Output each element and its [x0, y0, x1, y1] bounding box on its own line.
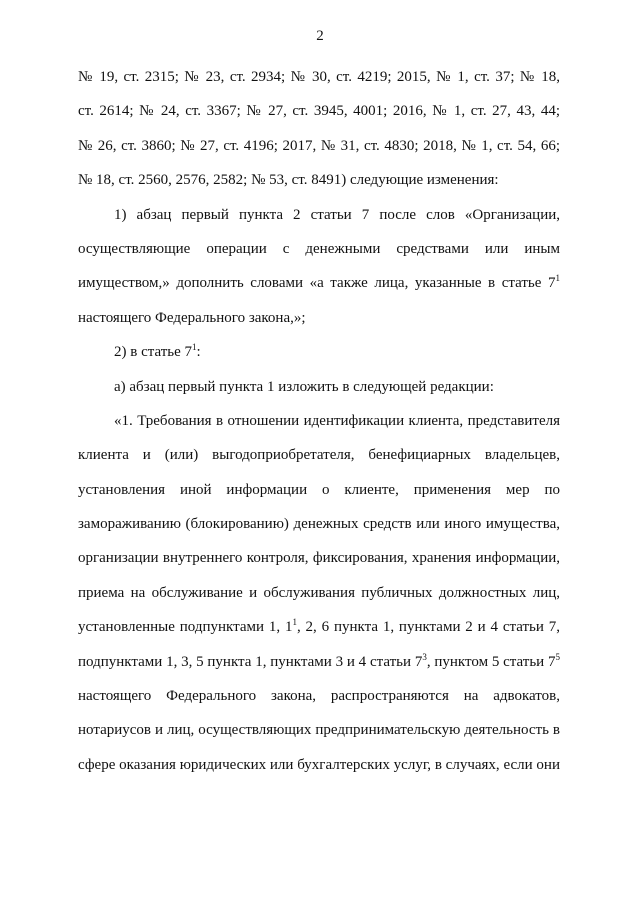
text-line-1: № 19, ст. 2315; № 23, ст. 2934; № 30, ст. 4219; 2015, № 1, ст. 37; № 18, — [78, 69, 560, 85]
text-line-8: настоящего Федерального закона,»; — [78, 309, 306, 326]
text-line-10: а) абзац первый пункта 1 изложить в следующей редакции: — [114, 378, 494, 395]
page-number: 2 — [316, 28, 324, 44]
text-line-15: организации внутреннего контроля, фиксирования, хранения информации, — [78, 550, 560, 567]
text-line-2: ст. 2614; № 24, ст. 3367; № 27, ст. 3945, 4001; 2016, № 1, ст. 27, 43, 44; — [78, 103, 560, 120]
text-line-13: установления иной информации о клиенте, применения мер по — [78, 481, 560, 498]
text-line-12: клиента и (или) выгодоприобретателя, бенефициарных владельцев, — [78, 447, 560, 464]
text-line-6: осуществляющие операции с денежными средствами или иным — [78, 240, 560, 257]
superscript: 1 — [292, 617, 297, 628]
document-body — [78, 60, 560, 782]
text-line-14: замораживанию (блокированию) денежных средств или иного имущества, — [78, 516, 560, 533]
superscript: 1 — [555, 273, 560, 284]
text-line-7: имуществом,» дополнить словами «а также лица, указанные в статье $7^1$ — [78, 273, 560, 292]
superscript: 5 — [555, 651, 560, 662]
text-line-16: приема на обслуживание и обслуживания публичных должностных лиц, — [78, 584, 560, 601]
text-line-17: установленные подпунктами 1, $1^1$, 2, 6 пункта 1, пунктами 2 и 4 статьи 7, — [78, 617, 560, 636]
text-line-11: «1. Требования в отношении идентификации клиента, представителя — [114, 412, 560, 429]
text-line-21: сфере оказания юридических или бухгалтерских услуг, в случаях, если они — [78, 756, 560, 773]
text-line-18: подпунктами 1, 3, 5 пункта 1, пунктами 3 и 4 статьи $7^3$, пунктом 5 статьи $7^5$ — [78, 651, 560, 670]
superscript: 1 — [192, 342, 197, 353]
text-line-20: нотариусов и лиц, осуществляющих предпринимательскую деятельность в — [78, 722, 560, 739]
text-line-4: № 18, ст. 2560, 2576, 2582; № 53, ст. 8491) следующие изменения: — [78, 172, 499, 189]
text-line-19: настоящего Федерального закона, распространяются на адвокатов, — [78, 688, 560, 705]
text-line-5: 1) абзац первый пункта 2 статьи 7 после слов «Организации, — [114, 206, 560, 223]
text-line-9: 2) в статье $7^1$: — [114, 342, 201, 361]
text-line-3: № 26, ст. 3860; № 27, ст. 4196; 2017, № 31, ст. 4830; 2018, № 1, ст. 54, 66; — [78, 137, 560, 154]
superscript: 3 — [422, 651, 427, 662]
